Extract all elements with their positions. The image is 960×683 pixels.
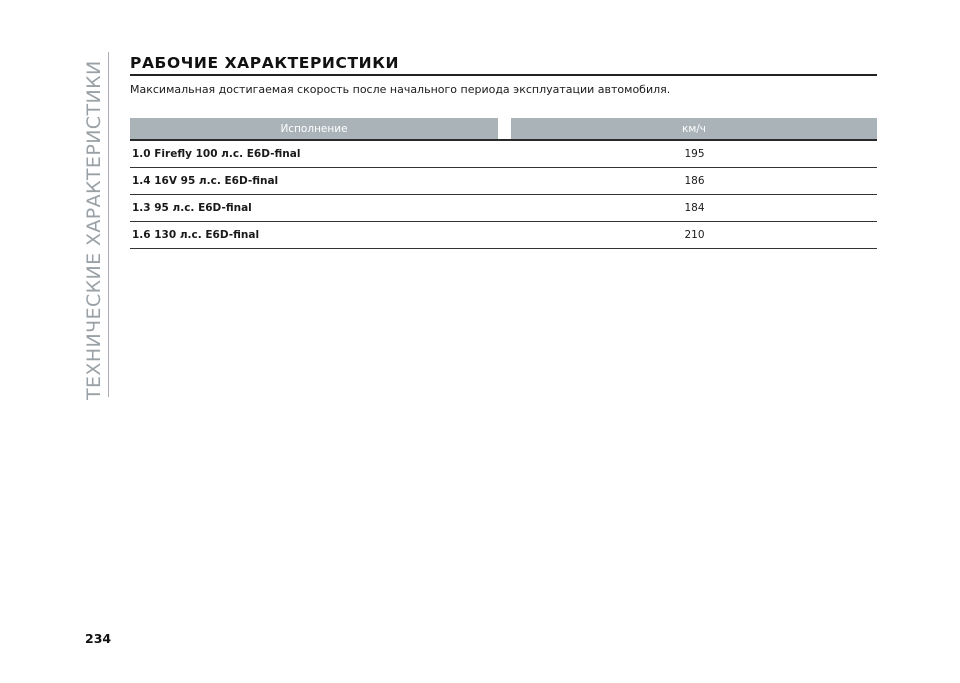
table-row xyxy=(130,141,877,168)
table-row xyxy=(130,195,877,222)
row-speed: 195 xyxy=(684,147,705,160)
row-speed: 184 xyxy=(684,201,705,214)
title-divider xyxy=(130,74,877,76)
row-speed: 186 xyxy=(684,174,705,187)
row-version: 1.6 130 л.с. E6D-final xyxy=(132,228,260,241)
header-version: Исполнение xyxy=(130,118,498,139)
row-version: 1.0 Firefly 100 л.с. E6D-final xyxy=(132,147,301,160)
page-number: 234 xyxy=(85,631,112,646)
table-header xyxy=(130,118,877,139)
section-intro: Максимальная достигаемая скорость после начального периода эксплуатации автомобиля. xyxy=(130,83,671,96)
sidebar-chapter-title: ТЕХНИЧЕСКИЕ ХАРАКТЕРИСТИКИ xyxy=(83,60,105,400)
performance-table xyxy=(130,118,877,249)
sidebar-divider xyxy=(108,52,109,397)
row-speed: 210 xyxy=(684,228,705,241)
table-row xyxy=(130,168,877,195)
section-title: РАБОЧИЕ ХАРАКТЕРИСТИКИ xyxy=(130,54,400,72)
table-row xyxy=(130,222,877,249)
row-version: 1.4 16V 95 л.с. E6D-final xyxy=(132,174,279,187)
header-speed-unit: км/ч xyxy=(511,118,877,139)
row-version: 1.3 95 л.с. E6D-final xyxy=(132,201,252,214)
